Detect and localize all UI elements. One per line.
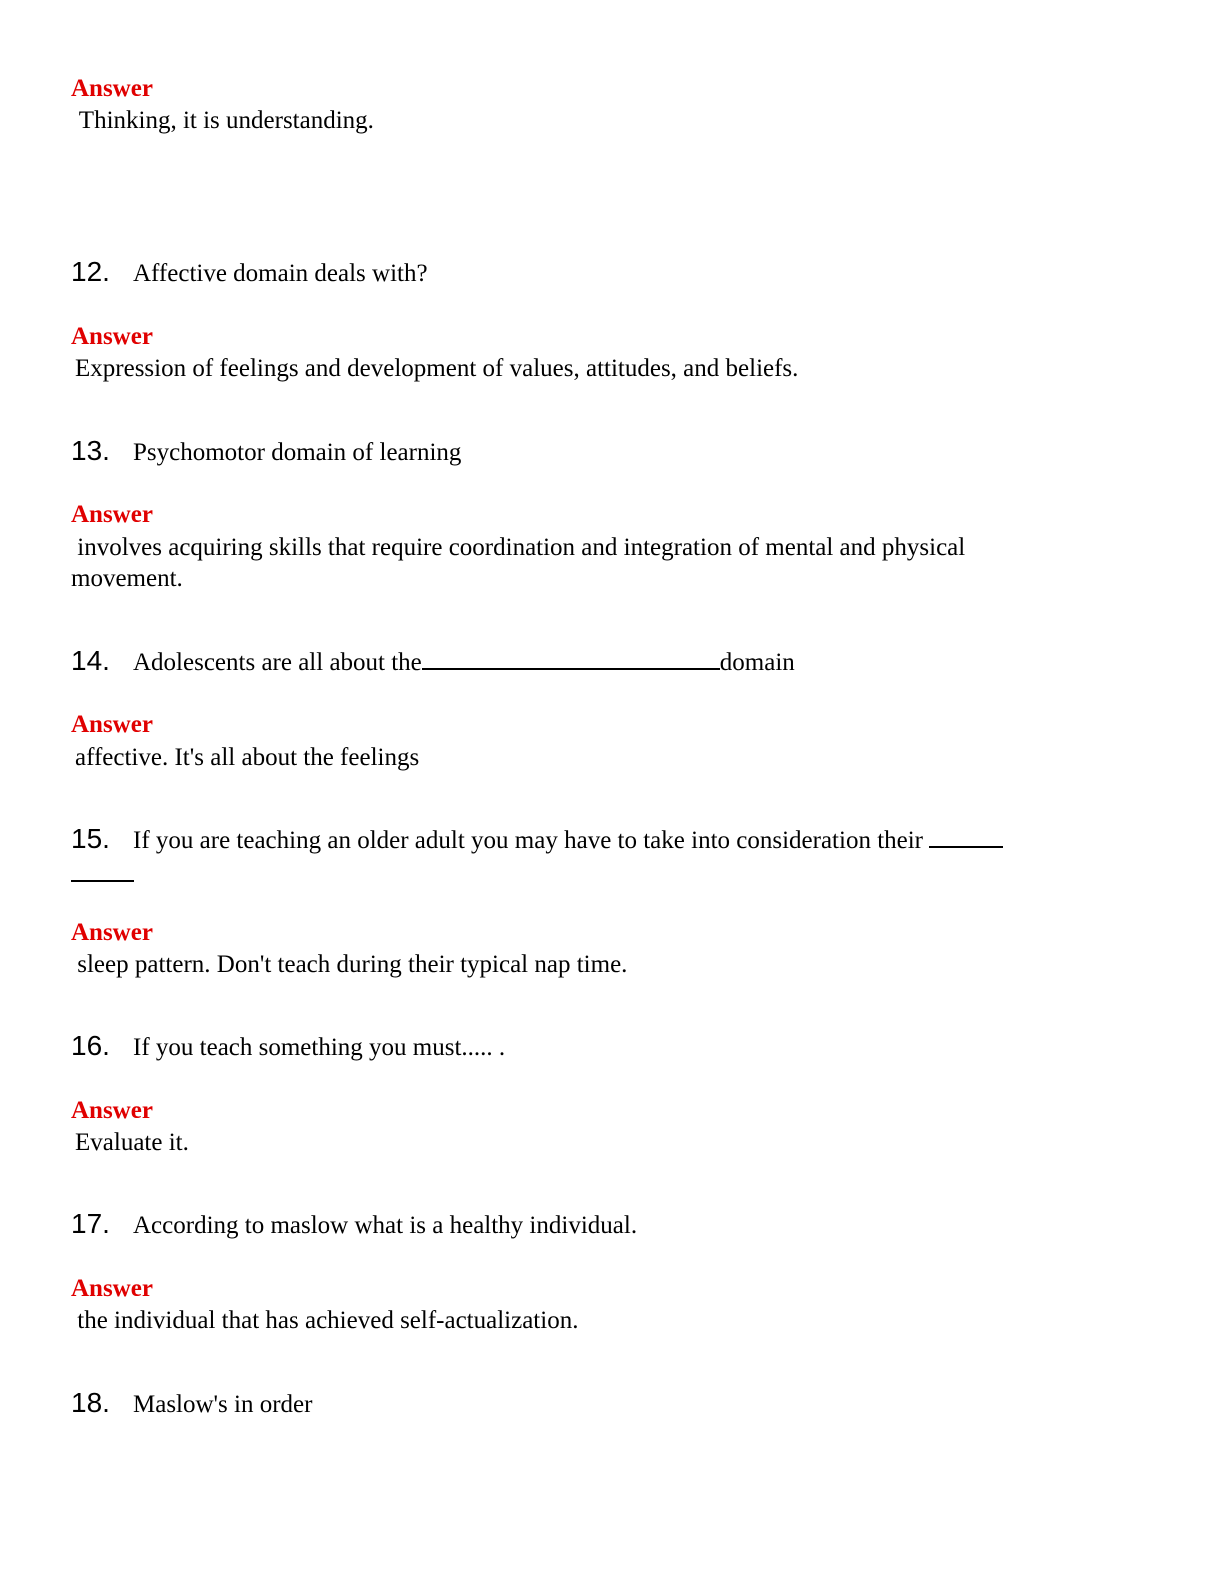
answer-label: Answer [71,711,153,738]
answer-text: Evaluate it. [75,1129,189,1156]
question-number: 17. [71,1208,110,1239]
answer-text: the individual that has achieved self-actualization. [71,1307,579,1334]
question-text: Psychomotor domain of learning [133,439,462,466]
question-13 [71,437,461,465]
question-text-suffix: domain [719,649,795,676]
question-text: If you teach something you must..... . [133,1034,506,1061]
question-number: 18. [71,1387,110,1418]
fill-in-blank [422,667,720,670]
answer-label: Answer [71,75,153,102]
fill-in-blank [929,845,1003,848]
answer-label: Answer [71,1275,153,1302]
question-17 [71,1210,637,1238]
answer-text: sleep pattern. Don't teach during their typical nap time. [71,951,628,978]
answer-label: Answer [71,919,153,946]
answer-text: affective. It's all about the feelings [75,744,420,771]
question-text: Maslow's in order [133,1391,313,1418]
question-text: Adolescents are all about the [133,649,422,676]
answer-text: involves acquiring skills that require coordination and integration of mental and physical movement. [71,534,972,592]
question-14 [71,647,795,675]
answer-label: Answer [71,501,153,528]
question-number: 15. [71,823,110,854]
question-12 [71,258,428,286]
answer-text: Thinking, it is understanding. [73,107,374,134]
question-15 [71,825,1003,853]
question-number: 16. [71,1030,110,1061]
question-number: 13. [71,435,110,466]
question-text: According to maslow what is a healthy individual. [133,1212,638,1239]
question-text: Affective domain deals with? [133,260,428,287]
answer-text: Expression of feelings and development of values, attitudes, and beliefs. [75,355,799,382]
question-number: 12. [71,256,110,287]
question-16 [71,1032,505,1060]
question-text: If you are teaching an older adult you may have to take into consideration their [133,827,924,854]
question-18 [71,1389,312,1417]
fill-in-blank-continued [71,880,134,882]
answer-label: Answer [71,323,153,350]
answer-label: Answer [71,1097,153,1124]
question-number: 14. [71,645,110,676]
